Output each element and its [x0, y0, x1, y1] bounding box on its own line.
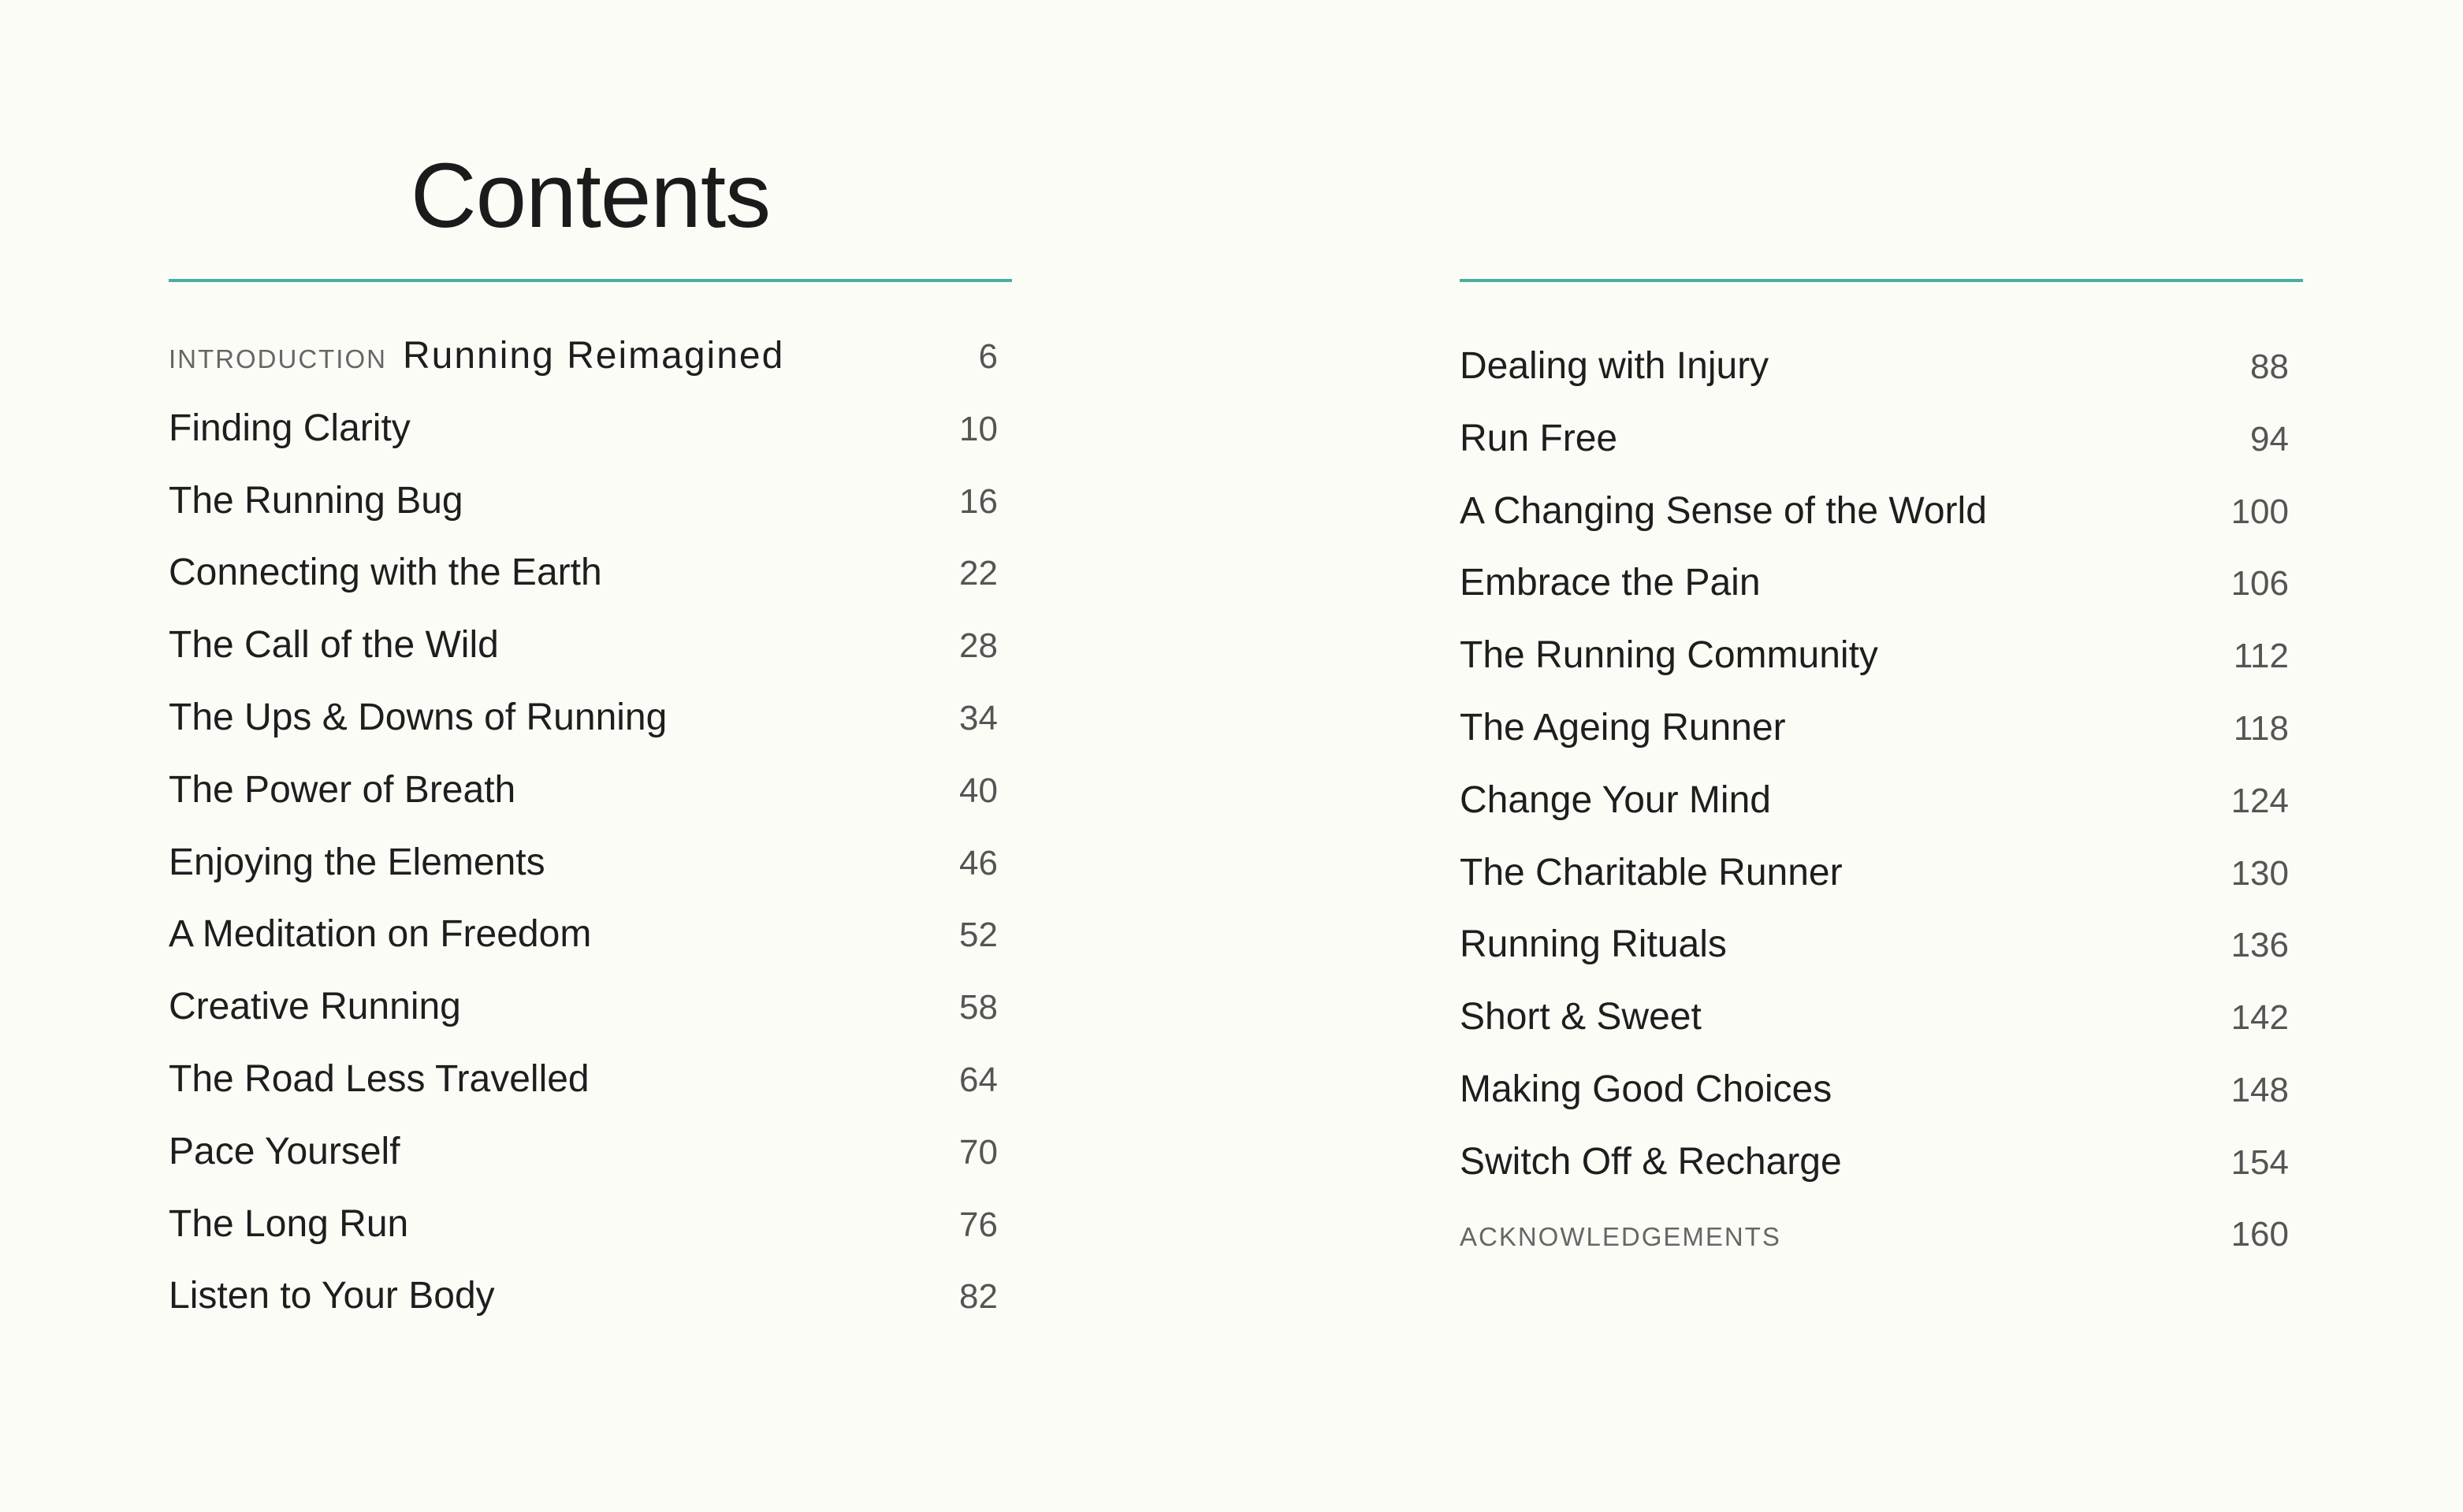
toc-entry-title: The Road Less Travelled: [169, 1057, 590, 1100]
toc-page-number: 16: [959, 481, 998, 521]
toc-entry-title: The Ups & Downs of Running: [169, 696, 668, 738]
introduction-label: INTRODUCTION: [169, 344, 387, 373]
toc-entry-introduction[interactable]: [169, 320, 1004, 392]
right-divider-rule: [1460, 279, 2303, 282]
toc-entry-title: The Long Run: [169, 1202, 409, 1245]
toc-entry[interactable]: [169, 898, 1004, 971]
toc-entry-title: Pace Yourself: [169, 1130, 400, 1172]
toc-entry-title: The Charitable Runner: [1460, 851, 1843, 893]
toc-entry-title: The Running Community: [1460, 634, 1878, 677]
toc-entry[interactable]: [1460, 330, 2295, 403]
toc-entry-title: The Power of Breath: [169, 768, 516, 811]
toc-entry[interactable]: [1460, 403, 2295, 475]
toc-entry[interactable]: [169, 827, 1004, 899]
toc-page-number: 64: [959, 1060, 998, 1099]
toc-entry[interactable]: [1460, 1053, 2295, 1126]
toc-page-number: 100: [2230, 492, 2289, 531]
toc-entry-title: A Changing Sense of the World: [1460, 489, 1987, 532]
toc-page-number: 40: [959, 771, 998, 810]
toc-entry-title: Change Your Mind: [1460, 778, 1771, 821]
toc-entry[interactable]: [1460, 692, 2295, 764]
toc-page-number: 82: [959, 1277, 998, 1317]
toc-page-number: 160: [2230, 1214, 2289, 1254]
toc-page-number: 22: [959, 554, 998, 593]
toc-entry[interactable]: [169, 537, 1004, 609]
toc-page-number: 142: [2230, 998, 2289, 1038]
toc-entry-title: The Running Bug: [169, 479, 463, 522]
toc-entry-title: Short & Sweet: [1460, 996, 1702, 1038]
toc-page-number: 6: [978, 337, 998, 376]
toc-entry-title: Dealing with Injury: [1460, 345, 1769, 387]
toc-entry[interactable]: [169, 1260, 1004, 1332]
toc-entry-title: Listen to Your Body: [169, 1275, 495, 1317]
toc-page-number: 112: [2233, 637, 2289, 676]
toc-entry[interactable]: [169, 1188, 1004, 1261]
toc-page-number: 52: [959, 916, 998, 955]
toc-entry[interactable]: [1460, 837, 2295, 909]
toc-entry[interactable]: [1460, 981, 2295, 1053]
toc-entry[interactable]: [1460, 547, 2295, 619]
left-divider-rule: [169, 279, 1012, 282]
toc-page-number: 130: [2230, 853, 2289, 893]
acknowledgements-label: ACKNOWLEDGEMENTS: [1460, 1221, 1781, 1251]
toc-entry-title: Connecting with the Earth: [169, 552, 602, 594]
toc-page-number: 154: [2230, 1142, 2289, 1182]
toc-entry-title: Run Free: [1460, 417, 1618, 459]
toc-entry[interactable]: [1460, 475, 2295, 548]
toc-page-number: 88: [2250, 347, 2289, 386]
toc-entry[interactable]: [1460, 619, 2295, 692]
toc-entry-title: Running Rituals: [1460, 923, 1727, 966]
toc-entry[interactable]: [1460, 908, 2295, 981]
toc-entry[interactable]: [169, 465, 1004, 537]
toc-page-number: 106: [2230, 564, 2289, 604]
toc-page-number: 76: [959, 1205, 998, 1244]
toc-entry-title: Finding Clarity: [169, 407, 411, 449]
toc-page-number: 10: [959, 409, 998, 448]
toc-entry-title: Making Good Choices: [1460, 1068, 1832, 1110]
introduction-title: Running Reimagined: [402, 335, 785, 377]
toc-page-number: 124: [2230, 781, 2289, 820]
toc-entry[interactable]: [169, 1043, 1004, 1116]
toc-page-number: 148: [2230, 1070, 2289, 1109]
toc-entry[interactable]: [169, 754, 1004, 827]
toc-entry[interactable]: [169, 392, 1004, 465]
toc-entry-title: The Ageing Runner: [1460, 706, 1786, 749]
toc-entry[interactable]: [169, 609, 1004, 682]
contents-left-column: [169, 320, 1004, 1332]
toc-entry-title: Creative Running: [169, 986, 461, 1028]
toc-entry[interactable]: [1460, 1126, 2295, 1198]
toc-entry-title: The Call of the Wild: [169, 624, 499, 667]
toc-page-number: 70: [959, 1132, 998, 1172]
toc-entry-acknowledgements[interactable]: [1460, 1198, 2295, 1271]
toc-entry[interactable]: [169, 971, 1004, 1043]
toc-entry-title: Switch Off & Recharge: [1460, 1140, 1842, 1183]
toc-page-number: 28: [959, 626, 998, 666]
toc-entry[interactable]: [1460, 764, 2295, 837]
toc-page-number: 46: [959, 843, 998, 882]
toc-entry[interactable]: [169, 682, 1004, 754]
toc-page-number: 118: [2233, 708, 2289, 748]
toc-page-number: 94: [2250, 419, 2289, 459]
toc-entry-title: Enjoying the Elements: [169, 841, 545, 883]
page-title: Contents: [410, 144, 771, 247]
toc-entry[interactable]: [169, 1116, 1004, 1188]
toc-entry-title: A Meditation on Freedom: [169, 913, 592, 956]
toc-entry-title: Embrace the Pain: [1460, 562, 1761, 604]
contents-right-column: [1460, 330, 2295, 1270]
toc-page-number: 34: [959, 698, 998, 737]
toc-page-number: 136: [2230, 926, 2289, 965]
toc-page-number: 58: [959, 988, 998, 1027]
